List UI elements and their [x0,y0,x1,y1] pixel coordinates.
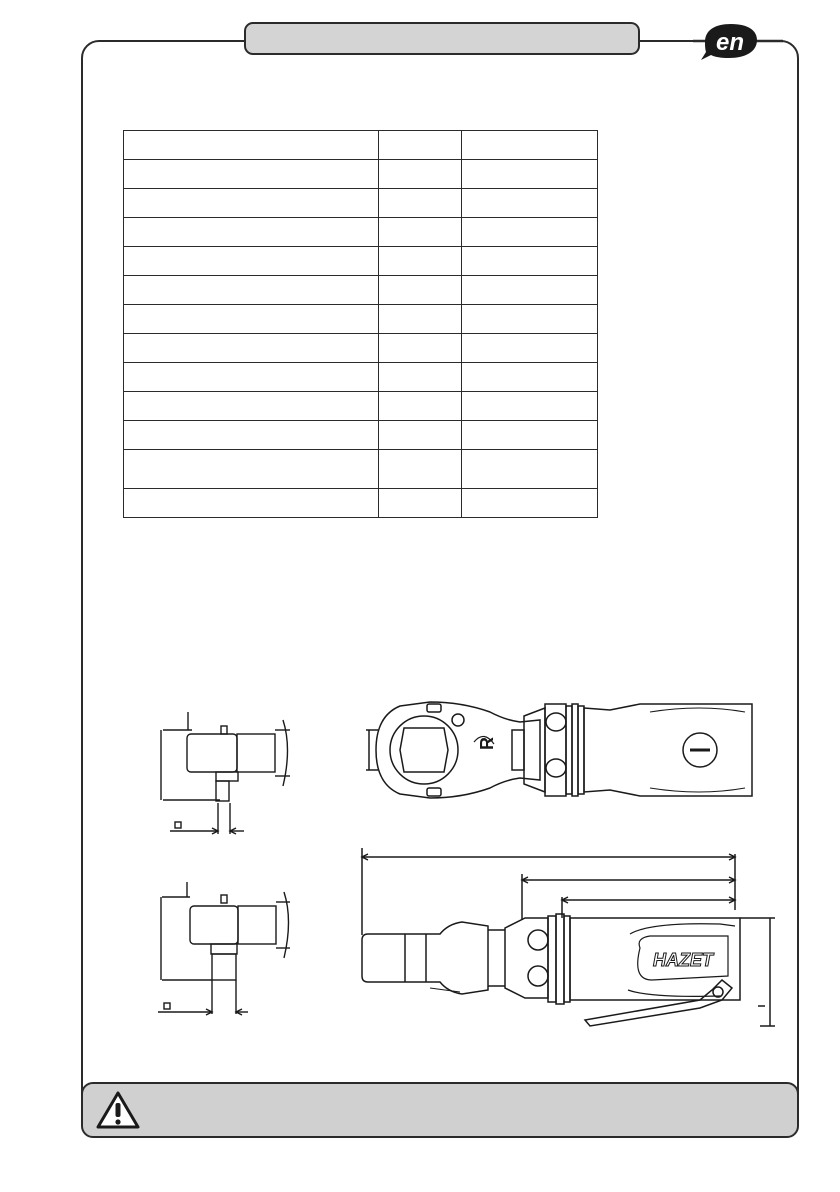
warning-triangle-icon [95,1090,141,1130]
ratchet-side-view [362,848,775,1026]
small-side-view-top [161,712,290,834]
warning-bar [81,1082,799,1138]
hazet-logo: HAZET [653,950,713,970]
ratchet-top-view [366,702,752,798]
language-label: en [715,29,745,56]
small-side-view-bottom [158,882,290,1015]
direction-mark-R: R [477,737,497,750]
